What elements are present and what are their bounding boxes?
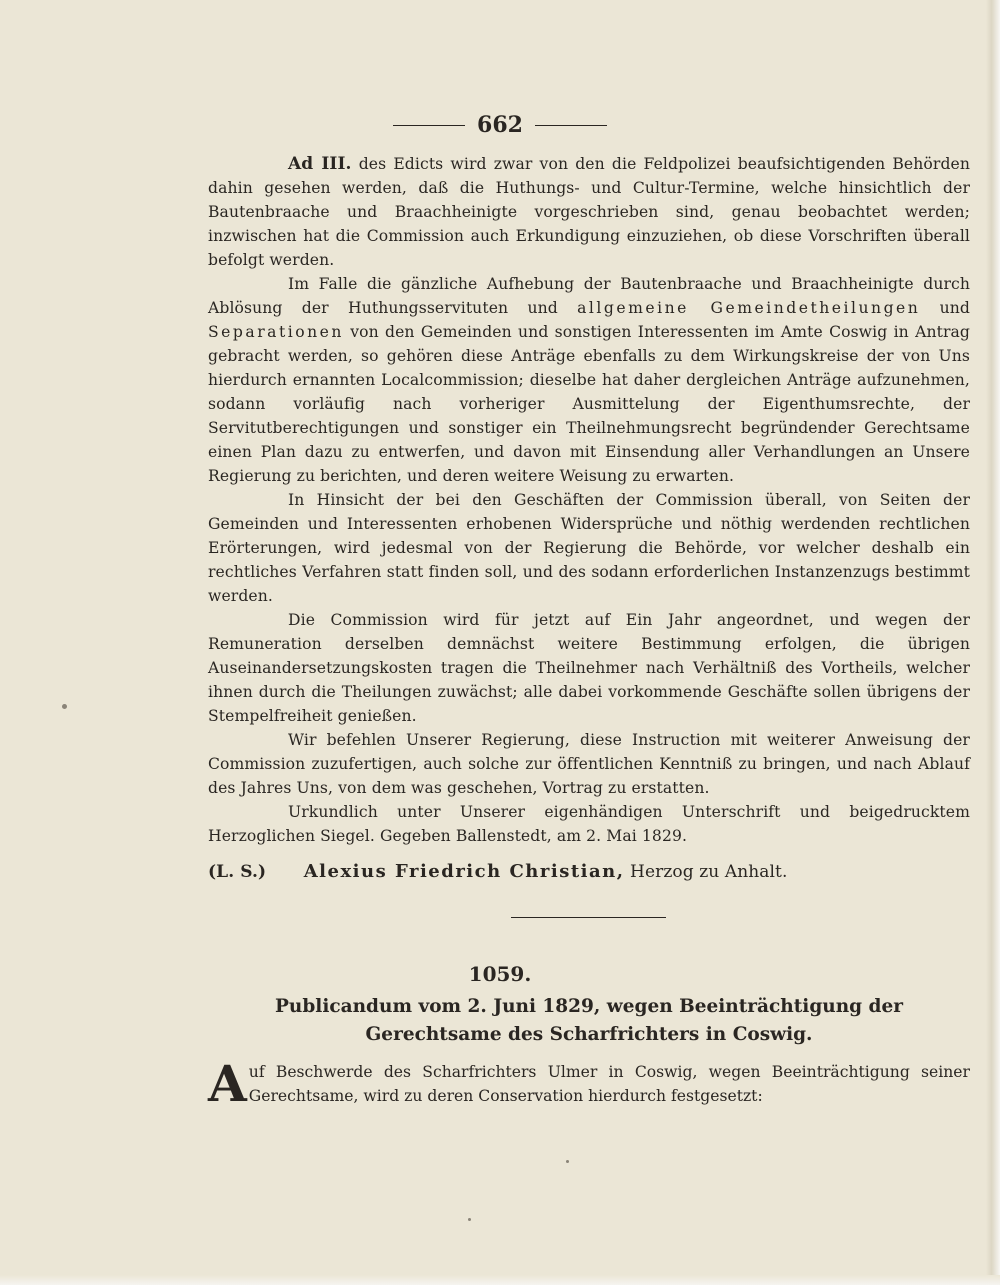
paragraph-2-part-c: von den Gemeinden und sonstigen Interessenten im Amte Coswig in Antrag gebracht werden, so gehören diese Anträge ebenfalls zu dem Wirkungskreise der von Uns hierdurch ernannten Localcommission; dieselbe hat daher dergleichen Anträge aufzunehmen, sodann vorläufig nach vorheriger Ausmittelung der Eigenthumsrechte, der Servitutberechtigungen und sonstiger ein Theilnehmungsrecht begründender Gerechtsame einen Plan dazu zu entwerfen, und davon mit Einsendung aller Verhandlungen an Unsere Regierung zu berichten, und deren weitere Weisung zu erwarten. bbox=[208, 323, 971, 485]
seal-mark: (L. S.) bbox=[208, 862, 267, 882]
page-edge-right bbox=[986, 0, 1000, 1285]
final-paragraph bbox=[208, 1054, 970, 1113]
page-header bbox=[0, 112, 1000, 138]
entry-number: 1059. bbox=[468, 962, 532, 986]
paragraph-2-part-b: und bbox=[939, 299, 970, 317]
paragraph-2 bbox=[208, 272, 970, 488]
signer-title: Herzog zu Anhalt. bbox=[630, 862, 788, 882]
paper-spot bbox=[566, 1160, 569, 1163]
signer-name: Alexius Friedrich Christian, bbox=[303, 861, 625, 882]
paragraph-5: Wir befehlen Unserer Regierung, diese Instruction mit weiterer Anweisung der Commission zuzufertigen, auch solche zur öffentlichen Kenntniß zu bringen, und nach Ablauf des Jahres Uns, von dem was geschehen, Vortrag zu erstatten. bbox=[208, 731, 970, 797]
header-rule-right bbox=[535, 125, 607, 126]
paragraph-6: Urkundlich unter Unserer eigenhändigen Unterschrift und beigedrucktem Herzoglichen Siegel. Gegeben Ballenstedt, am 2. Mai 1829. bbox=[208, 803, 970, 845]
paragraph-1-text: des Edicts wird zwar von den die Feldpolizei beaufsichtigenden Behörden dahin gesehen werden, daß die Huthungs- und Cultur-Termine, welche hinsichtlich der Bautenbraache und Braachheinigte vorgeschrieben sind, genau beobachtet werden; inzwischen hat die Commission auch Erkundigung einzuziehen, ob diese Vorschriften überall befolgt werden. bbox=[208, 155, 970, 269]
paragraph-ad-iii bbox=[208, 152, 970, 272]
ad-iii-label: Ad III. bbox=[288, 154, 352, 174]
paper-spot bbox=[62, 704, 67, 709]
entry-title: Publicandum vom 2. Juni 1829, wegen Beeinträchtigung der Gerechtsame des Scharfrichters in Coswig. bbox=[275, 996, 903, 1045]
paragraph-4: Die Commission wird für jetzt auf Ein Jahr angeordnet, und wegen der Remuneration derselben demnächst weitere Bestimmung erfolgen, die übrigen Auseinandersetzungskosten tragen die Theilnehmer nach Verhältniß des Vortheils, welcher ihnen durch die Theilungen zuwächst; alle dabei vorkommende Geschäfte sollen übrigens der Stempelfreiheit genießen. bbox=[208, 611, 970, 725]
section-separator bbox=[511, 917, 666, 918]
signature-line bbox=[208, 860, 970, 884]
paper-spot bbox=[468, 1218, 471, 1221]
final-paragraph-text: uf Beschwerde des Scharfrichters Ulmer in Coswig, wegen Beeinträchtigung seiner Gerechtsame, wird zu deren Conservation hierdurch festgesetzt: bbox=[248, 1063, 970, 1105]
page-edge-bottom bbox=[0, 1275, 1000, 1285]
paragraph-2-spaced-1: allgemeine Gemeindetheilungen bbox=[577, 299, 921, 317]
paragraph-2-part-a: Im Falle die gänzliche Aufhebung der Bautenbraache und Braachheinigte durch Ablösung der Huthungsservituten und bbox=[208, 275, 970, 317]
header-rule-left bbox=[393, 125, 465, 126]
body-text bbox=[208, 152, 970, 884]
paragraph-2-spaced-2: Separationen bbox=[208, 323, 344, 341]
page-number: 662 bbox=[477, 112, 523, 138]
drop-cap: A bbox=[208, 1054, 247, 1113]
paragraph-3: In Hinsicht der bei den Geschäften der Commission überall, von Seiten der Gemeinden und Interessenten erhobenen Widersprüche und nöthig werdenden rechtlichen Erörterungen, wird jedesmal von der Regierung die Behörde, vor welcher deshalb ein rechtliches Verfahren statt finden soll, und des sodann erforderlichen Instanzenzugs bestimmt werden. bbox=[208, 491, 970, 605]
